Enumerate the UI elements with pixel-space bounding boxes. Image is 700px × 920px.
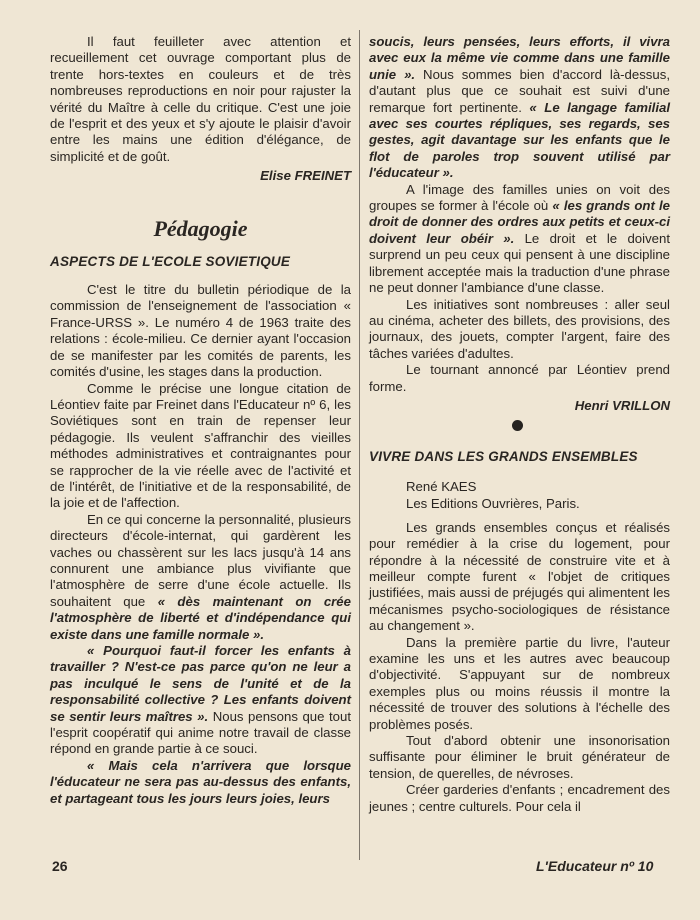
paragraph: Tout d'abord obtenir une insonorisation suffisante pour éliminer le bruit générateur de tension, de querelles, de névroses. bbox=[369, 733, 670, 781]
article-title-soviet-school: ASPECTS DE L'ECOLE SOVIETIQUE bbox=[50, 253, 291, 269]
intro-paragraph: Il faut feuilleter avec attention et recueillement cet ouvrage comportant plus de trente hors-textes en couleurs et de très nombreuses reproductions en noir pour rajuster la vérité du Maître à celle du critique. C'est une joie de l'esprit et des yeux et s'y ajoute le plaisir d'avoir entre les mains une édition d'élégance, de simplicité et de goût. bbox=[50, 34, 351, 164]
right-column bbox=[369, 34, 670, 815]
paragraph-text: Le droit et le doivent surprend un peu ceux qui pensent à une discipline librement acceptée mais la traduction d'une phrase ne peut donner l'ambiance d'une classe. bbox=[369, 230, 670, 296]
book-publisher: Les Editions Ouvrières, Paris. bbox=[406, 495, 580, 511]
paragraph-text: A l'image des familles unies on voit des groupes se former à l'école où bbox=[369, 181, 670, 214]
quote-text: « les grands ont le droit de donner des ordres aux petits et ceux-ci doivent leur obéir ». bbox=[369, 198, 670, 246]
article-title-grands-ensembles: VIVRE DANS LES GRANDS ENSEMBLES bbox=[369, 449, 638, 465]
paragraph: C'est le titre du bulletin périodique de la commission de l'enseignement de l'association « France-URSS ». Le numéro 4 de 1963 traite des relations : école-milieu. Ce dernier ayant l'occasion de se manifester par les comités de parents, les comités d'usine, les stages dans la production. bbox=[50, 282, 351, 380]
book-info bbox=[369, 478, 670, 512]
paragraph bbox=[369, 34, 670, 182]
intro-signature: Elise FREINET bbox=[260, 168, 351, 184]
paragraph: Les grands ensembles conçus et réalisés pour remédier à la crise du logement, pour répondre à la nécessité de construire vite et à meilleur compte furent « l'objet de critiques justifiées, mais aussi de préjugés qui alimentent les mécanismes psycho-sociologiques de résistance au changement ». bbox=[369, 519, 670, 634]
paragraph-text: En ce qui concerne la personnalité, plusieurs directeurs d'école-internat, qui gardèrent les vaches ou chassèrent sur les lacs jusqu'à 14 ans connurent une ambiance plus vivifiante que l'atmosphère de serre d'une école actuelle. Ils souhaitent que bbox=[50, 511, 351, 609]
quote-text: soucis, leurs pensées, leurs efforts, il vivra avec eux la même vie comme dans une famille unie ». bbox=[369, 34, 670, 82]
paragraph bbox=[50, 643, 351, 758]
quote-text: « Pourquoi faut-il forcer les enfants à travailler ? N'est-ce pas parce qu'on ne leur a pas inculqué le sens de l'unité et de la responsabilité collective ? Les enfants doivent se sentir leurs maîtres ». bbox=[50, 643, 351, 724]
paragraph: Le tournant annoncé par Léontiev prend forme. bbox=[369, 362, 670, 394]
article-signature: Henri VRILLON bbox=[574, 397, 670, 413]
book-author: René KAES bbox=[406, 478, 477, 494]
paragraph-text: Nous pensons que tout l'esprit coopératif qui anime notre travail de classe répond en grande partie à ce souci. bbox=[50, 708, 351, 757]
quote-text: « dès maintenant on crée l'atmosphère de liberté et d'indépendance qui existe dans une famille normale ». bbox=[50, 593, 351, 642]
paragraph bbox=[50, 758, 351, 807]
quote-text: « Le langage familial avec ses courtes répliques, ses regards, ses gestes, agit davantage sur les enfants que le flot de paroles trop souvent utilisé par l'éducateur ». bbox=[369, 99, 670, 181]
paragraph: Comme le précise une longue citation de Léontiev faite par Freinet dans l'Educateur nº 6, les Soviétiques sont en train de repenser leur pédagogie. Ils veulent s'affranchir des vieilles méthodes administratives et contraignantes pour se rapprocher de la vie réelle avec de l'activité et de l'intérêt, de l'initiative et de la responsabilité, de la joie et de l'affection. bbox=[50, 380, 351, 511]
quote-text: « Mais cela n'arrivera que lorsque l'éducateur ne sera pas au-dessus des enfants, et partageant tous les jours leurs joies, leurs bbox=[50, 757, 351, 806]
column-divider bbox=[359, 30, 360, 860]
paragraph bbox=[369, 182, 670, 297]
paragraph-text: Nous sommes bien d'accord là-dessus, d'autant plus que ce souhait est suivi d'une remarque fort pertinente. bbox=[369, 66, 670, 115]
section-title: Pédagogie bbox=[153, 215, 248, 241]
paragraph: Dans la première partie du livre, l'auteur examine les uns et les autres avec beaucoup d'objectivité. S'appuyant sur de nombreux exemples plus ou moins réussis il montre la nécessité de trouver des solutions à l'échelle des problèmes posés. bbox=[369, 634, 670, 732]
paragraph: Créer garderies d'enfants ; encadrement des jeunes ; centre culturels. Pour cela il bbox=[369, 782, 670, 814]
journal-name: L'Educateur nº 10 bbox=[536, 858, 654, 874]
paragraph bbox=[50, 512, 351, 643]
page-number: 26 bbox=[52, 858, 68, 874]
paragraph: Les initiatives sont nombreuses : aller seul au cinéma, acheter des billets, des provisions, des journaux, des jouets, compter l'argent, faire des tâches variées d'adultes. bbox=[369, 296, 670, 361]
bullet-separator-icon bbox=[512, 420, 523, 431]
left-column bbox=[50, 34, 351, 807]
